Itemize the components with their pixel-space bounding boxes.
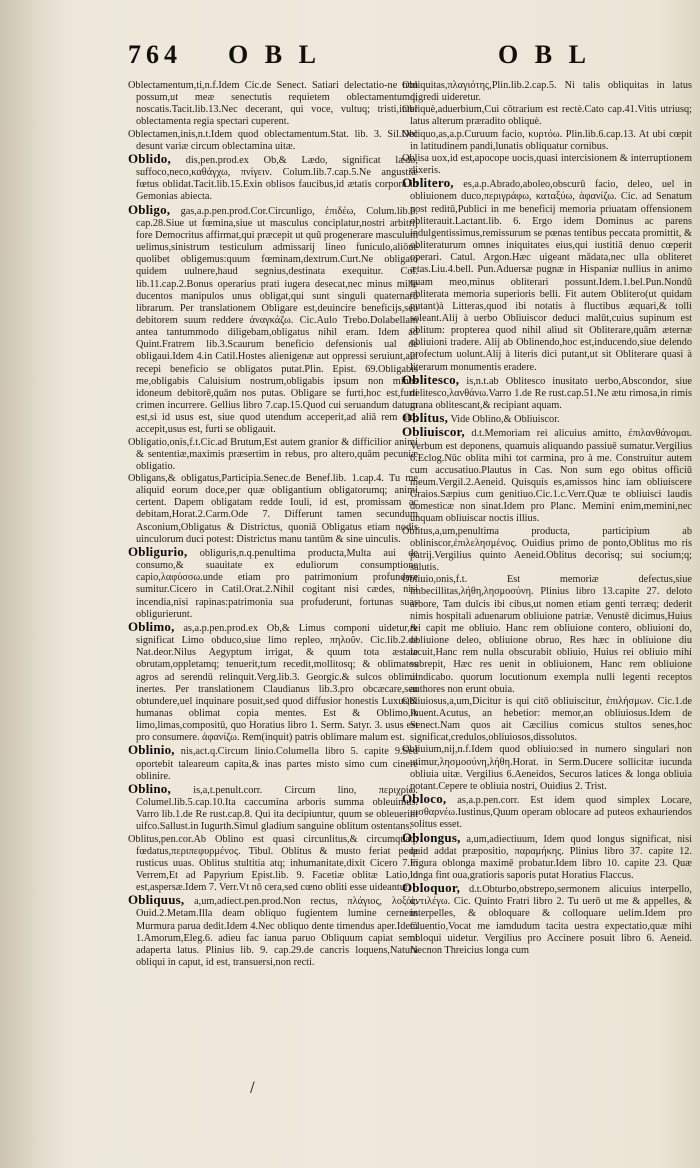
entry-headword: Obloco, [402,791,447,807]
dictionary-entry [402,426,692,525]
dictionary-entry [128,543,418,621]
entry-text: a,um,adiectiuum, Idem quod longus significat, nisi quid addat præpositio, παραμήκης. Plinius libro 37. capite 12. Figura oblonga maximē probatur.Idem libro 10. capite 23. Quæ longa fint oua,gratioris saporis putat Horatius Flaccus. [410,833,692,881]
dictionary-entry [128,780,418,834]
entry-text: Oblectamentum,ti,n.f.Idem Cic.de Senect. Satiari delectatio-ne non possum,ut meæ senectutis requietem oblectamentumq; noscatis.Tacit.lib.13.Nec decerant, qui voce, vultuq; tristi,inter oblectamenta regia spectari cuperent. [128,80,418,128]
entry-text: obliguris,n.q.penultima producta,Multa aui de consumo,& suauitate ex eduliorum consumptione capio,λαφύσσω.unde etiam pro patrimonium profundere sumitur.Cicero in Catil.Orat.2.Nihil cogitant nisi cædes, nisi incendia,nisi rapinas:patrimonia sua profuderunt, fortunas suas obligurierunt. [136,547,418,620]
entry-headword: Obligurio, [128,543,188,559]
entry-headword: Oblimo, [128,618,175,634]
entry-text: gas,a.p.pen.prod.Cor.Circunligo, ἐπιδέω, Colum.lib.6. cap.28.Siue ut fœmina,siue ut masculus conciplatur,nostri arbitrij fore Democritus affirmat,qui præcepit ut quū progenerare masculum uelimus,sinistrum testiculum admissarij lineo funiculo,aliōue quolibet obligemus:quum fœminam,dextrum.Curt.Ne obligato quidem uulnere,haud segnius,destinata exequitur. Col. lib.11.cap.2.Bonus operarius prati iugera desecat,nec minus mille ducentos manipulos unus obligat,qui sunt singuli quaternarū librarum. Per translationem Obligare est,deuincire beneficijs,seu debitorem suum reddere ἀναγκάζω. Cic.Aulo Trebo.Dolabellam antea tantummodo diligebam,obligatus nihil eram. Idem ad Quint.Fratrem lib.3.Scaurum beneficio defensionis ual de obligaui.Idem 4.in Catil.Hostes alienigenæ aut oppressi seruiunt,aut recepi beneficio se obligatos putat.Plin. Epist. 69.Obligabis me,obligabis Caluisium nostrum,obligabis ipsum non minus idoneum debitorē,quām nos putas. Obligare se furti,hoc est,furti crimen incurrere. Gellius libro 7.cap.15.Quod cui seruandum datum est,si id usus est, siue quod utendum acceperit,ad aliā rem atq; accepit,usus est, furti se obligauit. [136,205,418,436]
entry-headword: Oblitero, [402,175,454,191]
dictionary-entry [402,882,692,957]
dictionary-entry [128,80,418,129]
entry-text: Obliuio,onis,f.t. Est memoriæ defectus,siue imbecillitas,λήθη,λησμοσύνη. Plinius libro 13.capite 27. deloto arbore, Tam dulcis ibi cibus,ut nomen etiam genti terræq; dederit nimis hospitali aduenarum obliuione patriæ. Venustē dicimus,Huius rei capit me obliuio. Hanc rem obliuione contero, obliuioni do, obliuione deleo, obliuione obruo, Res hæc in obliuione diu iacuit,Hanc rem nulla obscurabit obliuio, Huius rei obliuio mihi subrepit, Hæc res uenit in obliuionem, Hanc rem obliuione uindicabo. quorum locutionum exempla nulli legenti receptos authores non erunt obuia. [402,574,692,695]
dictionary-entry [128,437,418,473]
entry-text: nis,act.q.Circum linio.Columella libro 5. capite 9.Sed oportebit taleareum capita,& inas partes misto simo cum cinere oblinire. [136,746,418,782]
page-number: 764 [128,40,182,69]
entry-text: Obligans,& obligatus,Participia.Senec.de Benef.lib. 1.cap.4. Tu me aliquid eorum doce,per quæ obligantium obligatorumq; animi certent. Dapem obligatam redde Iouli, id est, promissam ac debitam,Horat.2.Carm.Ode 7. Differunt tamen secundum Asconium,Obligatus & Districtus, quoniā Obligatus etiam nodis uinculorum duci potest: Districtus manu tantūm & sine uinculis. [128,473,418,545]
entry-text: Obligatio,onis,f.t.Cic.ad Brutum,Est autem granior & difficilior animi & sententiæ,maximis præsertim in rebus, pro altero,quām pecuniæ obligatio. [128,436,418,472]
dictionary-entry [128,129,418,153]
entry-headword: Oblitus, [402,410,449,426]
dictionary-entry [402,744,692,793]
dictionary-entry [402,104,692,128]
entry-headword: Obliquus, [128,892,185,908]
entry-headword: Oblinio, [128,742,175,758]
entry-text: es,a.p.Abrado,aboleo,obscurū facio, deleo, uel in obliuionem duco,περιγράφω, καταξύω, ἀφανίζω. Cic. ad Senatum post reditū,Publici in me beneficij memoria priuatam offensionem obliterauit.Lactant.lib. 6. Ergo idem Dominus ac parens indulgentissimus,remissurum se pœnas tentibus peccata promittit, & obliteraturum omnes iniquitates eius,qui iustitiā denuo cœperit operari. Catul. Argon.Hæc uigeant mādata,nec ulla obliteret ætas.Liu.4.bell. Pun.Aduersæ pugnæ in Hispaniæ nullius in animo quam meo,minus obliterari possunt.Idem.1.bel.Pun.Nondū obliterata memoria superioris belli. Fit autem Oblitero(ut quidam putant)à Litteras,quod ibi notatis à fluctibus æquari,& tolli soleant.Alij à uerbo Obliuiscor deduci malūt,cuius supinum est oblitum: propterea quod nihil aliud sit Obliterare,quām æternæ obliuioni tradere. Alij ab Oblinendo,hoc est,inducendo,siue delendo profectum uolunt.Alij à literis dici putant,ut sit Obliterare quasi à literarum monumentis eradere. [410,179,692,373]
entry-text: dis,pen.prod.ex Ob,& Lædo, significat lædo, suffoco,neco,καθάγχω, πνίγειν. Colum.lib.7.cap.5.Ne angustiæ fœtus oblidat.Tacit.lib.15.Exin oblisos faucibus,id ætatis corpora in Gemonias abiecta. [136,154,418,203]
entry-headword: Oblido, [128,150,171,166]
dictionary-entry [402,526,692,575]
dictionary-entry [402,696,692,745]
entry-text: is,n.t.ab Oblitesco inusitato uerbo,Abscondor, siue delitesco,λανθάνω.Varro 1.de Re rust.cap.51.Ne ætu rimosa,in rimis grana oblitescant,& recipiant aquam. [410,375,692,412]
entry-text: d.t.Memoriam rei alicuius amitto, ἐπιλανθάνομαι. Verbum est deponens, quamuis aliquando passiuē sumatur.Vergilius 6.Eclog.Nūc oblita mihi tot carmina, pro à me. Construitur autem cum accusatiuo.Plautus in Cas. Non sum ego obitus officiū meum.Vergil.2.Aeneid. Quisquis es,amissos hinc iam obliuiscere Graios.Sæpius cum genitiuo.Cic.1.c.Verr.Quæ te obliuisci laudis domesticæ non sinat.Idem pro Planc. Memini enim,memini,nec unquam obliuiscar noctis illius. [410,428,692,525]
dictionary-entry [128,834,418,895]
running-head-left: O B L [228,40,321,69]
entry-headword: Oblongus, [402,829,461,845]
entry-text: Oblitus,pen.cor.Ab Oblino est quasi circunlitus,& circumquaq; fœdatus,περιπεφυρμένος. Tibul. Oblitus & musto feriat pede rusticus uuas. Oblitus stultitia atq; inhumanitate,dixit Cicero 7.in Verrem,Et ad Papyrium Epist.lib. 9. Facetiæ oblitæ Latio,id est,aspersæ.Idem 7. Verr.Vt nō cera,sed cœno obliti esse uideantur. [128,833,418,894]
entry-headword: Obligo, [128,201,171,217]
dictionary-entry [402,177,692,374]
entry-text: Oblectamen,inis,n.t.Idem quod oblectamentum.Stat. lib. 3. Sil.Nec desunt variæ circum oblectamina uitæ. [128,128,418,152]
dictionary-entry [128,894,418,969]
entry-text: Obliquè,aduerbium,Cui cōtrarium est rectè.Cato cap.41.Vitis utriusq; latus alterum præradito obliquè. [402,104,692,128]
entry-text: as,a.p.pen.corr. Est idem quod simplex Locare, μισθαρνέω.Iustinus,Quum operam oblocare ad puteos exhauriendos solitus esset. [410,795,692,831]
dictionary-entry [402,153,692,177]
dictionary-entry [402,371,692,412]
entry-text: is,a,t.penult.corr. Circum lino, περιχρίω. Columel.lib.5.cap.10.Ita caccumina arboris summa obleuimus. Varro lib.1.de Re rust.cap.8. Qui ita decipiuntur, quum se obleuerint uifco.Sallust.in Iugurth.Simul gladium sanguine oblitum ostentans. [136,784,418,833]
entry-headword: Obliuiscor, [402,424,465,440]
dictionary-entry [128,150,418,204]
entry-text: as,a.p.pen.prod.ex Ob,& Limus componi uidetur,& significat Limo obduco,siue limo repleo, πηλοῦν. Cic.lib.2.de Nat.deor.Nilus Aegyptum irrigat, & quum tota æstate obrutam,oppletamq; tenuerit,tum recedit,mollitosq; & oblimatos agros ad serendū relinquit.Verg.lib.3. Georgic.& sulcos oblimit inertes. Per translationem Claudianus lib.3.pro obcæcare,seu obtundere,uel inquinare posuit,sed quod diffusior honestis Luxus,& humanas oblimat copia mentes. Est & Oblimo,A limo,limas,compositū, quo Horatius libro 1. Serm. Satyr. 3. usus est pro consumere. ἀφανίζω. Rem(inquit) patris oblimare malum est. [136,622,418,744]
entry-text: Obliuium,nij,n.f.Idem quod obliuio:sed in numero singulari non utimur,λησμοσύνη,λήθη.Horat. in Serm.Ducere sollicitæ iucunda obliuia uitæ. Vergilius 6.Aeneidos, Securos latices & longa obliuia potant.Cepere te obliuia nostri, Ouidius 2. Trist. [402,744,692,792]
entry-headword: Obloquor, [402,880,461,896]
entry-text: Obliquo,as,a.p.Curuum facio, κυρτόω. Plin.lib.6.cap.13. At ubi cœpit in latitudinem pandi,lunatis obliquatur cornibus. [402,128,692,152]
dictionary-entry [128,744,418,782]
gutter-shadow [0,0,70,1168]
stray-mark: / [250,1080,255,1096]
dictionary-entry [128,473,418,546]
entry-text: Vide Oblino,& Obliuiscor. [450,414,560,426]
dictionary-entry [402,574,692,696]
dictionary-entry [402,829,692,883]
dictionary-entry [402,129,692,153]
dictionary-entry [128,201,418,437]
entry-text: Obliuiosus,a,um,Dicitur is qui citō obliuiscitur, ἐπιλήσμων. Cic.1.de Inuent.Acutus, an hebetior: memor,an obliuiosus.Idem de Senect.Nam quos ait Cæcilius comicus stultos senes,hoc significat,credulos,obliuiosos,dissolutos. [402,695,692,744]
entry-text: Oblitus,a,um,penultima producta, participium ab obliniscor,ἐπιλελησμένος. Ouidius primo de ponto,Oblitus mo ris patrij.Vergilius quinto Aeneid.Oblitus decorisq; sui socium;q; salutis. [402,525,692,574]
running-head-right: O B L [498,40,591,69]
entry-text: d.t.Obturbo,obstrepo,sermonem alicuius interpello, ἀντιλέγω. Cic. Quinto Fratri libro 2. Tu uerō ut me & appelles, & interpelles, & obloquare & colloquare uelim.Idem pro Cluentio,Vocat me iamdudum tacita uestra expectatio,quæ mihi obloqui uidetur. Vergilius pro Accinere posuit libro 6. Aeneid. Necnon Threicius longa cum [410,884,692,956]
entry-text: Oblisa uox,id est,apocope uocis,quasi intercisionem & interruptionem dixeris. [402,152,692,177]
entry-headword: Oblitesco, [402,371,460,387]
entry-text: Obliquitas,πλαγιότης,Plin.lib.2.cap.5. Ni talis obliquitas in latus digredi uideretur. [402,80,692,104]
dictionary-entry [402,793,692,831]
entry-text: a,um,adiect.pen.prod.Non rectus, πλάγιος, λοξός. Ouid.2.Metam.Illa deam obliquo fugientem lumine cernens Murmura parua dedit.Idem 4.Nec obliquo dente timendus aper.Idem 1.Amorum,Eleg.6. adieu fac ianua paruo Obliquum capiat semi adaperta latus. Plinius lib. 9. cap.29.de cancris loquens,Natura obliqui in caput, id est, transuersi,non recti. [136,896,418,969]
left-column [128,80,418,1110]
dictionary-entry [402,80,692,104]
entry-headword: Oblino, [128,780,171,796]
right-column [402,80,692,1110]
dictionary-entry [128,618,418,745]
